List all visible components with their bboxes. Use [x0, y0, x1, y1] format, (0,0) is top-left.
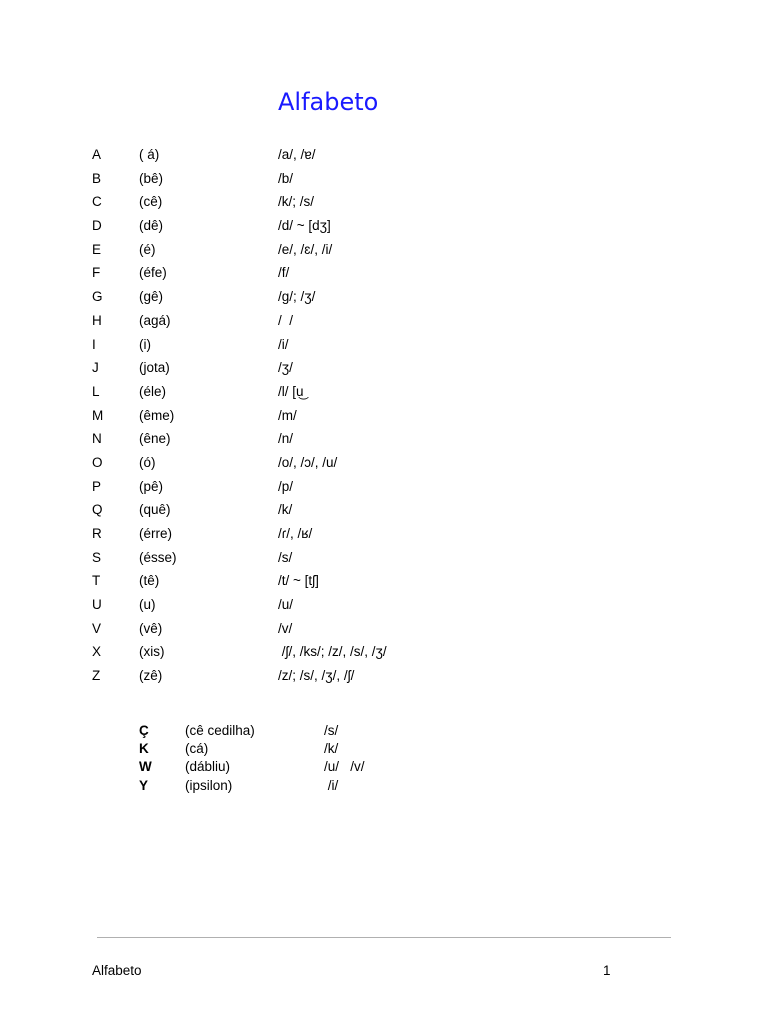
- phoneme: /k/: [278, 502, 293, 518]
- footer-divider: [97, 937, 671, 938]
- letter: T: [92, 573, 101, 589]
- list-item: [92, 640, 652, 664]
- phoneme: /v/: [278, 620, 293, 636]
- list-item: [139, 777, 539, 795]
- phoneme: /o/, /ɔ/, /u/: [278, 454, 338, 470]
- letter-name: (cê cedilha): [185, 723, 255, 738]
- letter: G: [92, 289, 103, 305]
- letter-name: (é): [139, 241, 156, 257]
- phoneme: /s/: [324, 723, 339, 738]
- letter-name: (dábliu): [185, 759, 231, 775]
- list-item: [92, 475, 652, 499]
- extra-letters-list: [139, 722, 539, 795]
- list-item: [92, 309, 652, 333]
- letter: Q: [92, 502, 103, 518]
- list-item: [92, 285, 652, 309]
- letter: W: [139, 759, 152, 775]
- list-item: [92, 617, 652, 641]
- page-number: 1: [603, 963, 611, 978]
- list-item: [92, 498, 652, 522]
- letter: C: [92, 194, 102, 210]
- letter: I: [92, 336, 96, 352]
- list-item: [139, 740, 539, 758]
- letter: S: [92, 549, 102, 565]
- list-item: [92, 261, 652, 285]
- list-item: [92, 190, 652, 214]
- phoneme: /i/: [278, 336, 289, 352]
- phoneme: /d/ ~ [dʒ]: [278, 218, 331, 234]
- list-item: [92, 593, 652, 617]
- letter: O: [92, 454, 103, 470]
- letter: N: [92, 431, 102, 447]
- letter: Y: [139, 777, 149, 793]
- list-item: [92, 522, 652, 546]
- phoneme: /ɾ/, /ʁ/: [278, 526, 313, 541]
- phoneme: /ɡ/; /ʒ/: [278, 289, 316, 305]
- letter-name: (quê): [139, 502, 171, 518]
- letter-name: (ésse): [139, 549, 177, 565]
- letter: P: [92, 478, 102, 494]
- letter: Ç: [139, 723, 149, 738]
- list-item: [92, 238, 652, 262]
- letter-name: (u): [139, 597, 156, 613]
- letter: L: [92, 383, 100, 399]
- letter-name: (pê): [139, 478, 164, 494]
- list-item: [92, 451, 652, 475]
- phoneme: /ʒ/: [278, 360, 293, 376]
- list-item: [92, 569, 652, 593]
- letter: F: [92, 265, 101, 281]
- letter: D: [92, 218, 102, 234]
- footer-label: Alfabeto: [92, 963, 142, 978]
- phoneme: /t/ ~ [tʃ]: [278, 573, 319, 589]
- letter-name: (gê): [139, 289, 164, 305]
- letter-name: (jota): [139, 360, 170, 376]
- list-item: [92, 404, 652, 428]
- letter-name: (érre): [139, 526, 172, 541]
- phoneme: /u/: [278, 597, 294, 613]
- letter-name: (êne): [139, 431, 171, 447]
- letter: Z: [92, 668, 101, 684]
- phoneme: /e/, /ɛ/, /i/: [278, 241, 333, 257]
- letter-name: (i): [139, 336, 151, 352]
- letter: E: [92, 241, 102, 257]
- letter-name: (éle): [139, 383, 167, 399]
- letter: K: [139, 741, 149, 757]
- phoneme: /p/: [278, 478, 294, 494]
- phoneme: /i/: [324, 777, 339, 793]
- letter: B: [92, 170, 102, 186]
- alphabet-list: [92, 143, 652, 688]
- list-item: [92, 167, 652, 191]
- letter: M: [92, 407, 104, 423]
- list-item: [92, 356, 652, 380]
- list-item: [92, 664, 652, 688]
- phoneme: / /: [278, 312, 294, 328]
- letter-name: (ó): [139, 454, 156, 470]
- letter-name: (vê): [139, 620, 163, 636]
- phoneme: /n/: [278, 431, 294, 447]
- letter: J: [92, 360, 99, 376]
- letter: R: [92, 526, 102, 541]
- letter: V: [92, 620, 102, 636]
- list-item: [92, 380, 652, 404]
- phoneme: /b/: [278, 170, 294, 186]
- letter: H: [92, 312, 102, 328]
- phoneme: /l/ [u͜: [278, 383, 304, 399]
- letter-name: (ême): [139, 407, 175, 423]
- phoneme: /a/, /ɐ/: [278, 147, 316, 162]
- letter-name: (agá): [139, 312, 171, 328]
- letter-name: (zê): [139, 668, 163, 684]
- list-item: [92, 214, 652, 238]
- letter: U: [92, 597, 102, 613]
- phoneme: /m/: [278, 407, 297, 423]
- list-item: [92, 143, 652, 167]
- letter-name: ( á): [139, 147, 160, 162]
- phoneme: /z/; /s/, /ʒ/, /ʃ/: [278, 668, 355, 684]
- letter-name: (dê): [139, 218, 164, 234]
- list-item: [92, 546, 652, 570]
- letter-name: (cá): [185, 741, 209, 757]
- list-item: [139, 722, 539, 740]
- list-item: [92, 333, 652, 357]
- phoneme: /k/: [324, 741, 339, 757]
- letter-name: (cê): [139, 194, 163, 210]
- letter-name: (tê): [139, 573, 160, 589]
- phoneme: /ʃ/, /ks/; /z/, /s/, /ʒ/: [278, 644, 387, 660]
- phoneme: /f/: [278, 265, 290, 281]
- letter-name: (éfe): [139, 265, 167, 281]
- phoneme: /k/; /s/: [278, 194, 315, 210]
- letter: A: [92, 147, 102, 162]
- list-item: [92, 427, 652, 451]
- letter-name: (xis): [139, 644, 165, 660]
- letter: X: [92, 644, 102, 660]
- letter-name: (bê): [139, 170, 164, 186]
- page-title: Alfabeto: [278, 88, 379, 116]
- letter-name: (ipsilon): [185, 777, 233, 793]
- phoneme: /u/ /v/: [324, 759, 365, 775]
- phoneme: /s/: [278, 549, 293, 565]
- list-item: [139, 758, 539, 776]
